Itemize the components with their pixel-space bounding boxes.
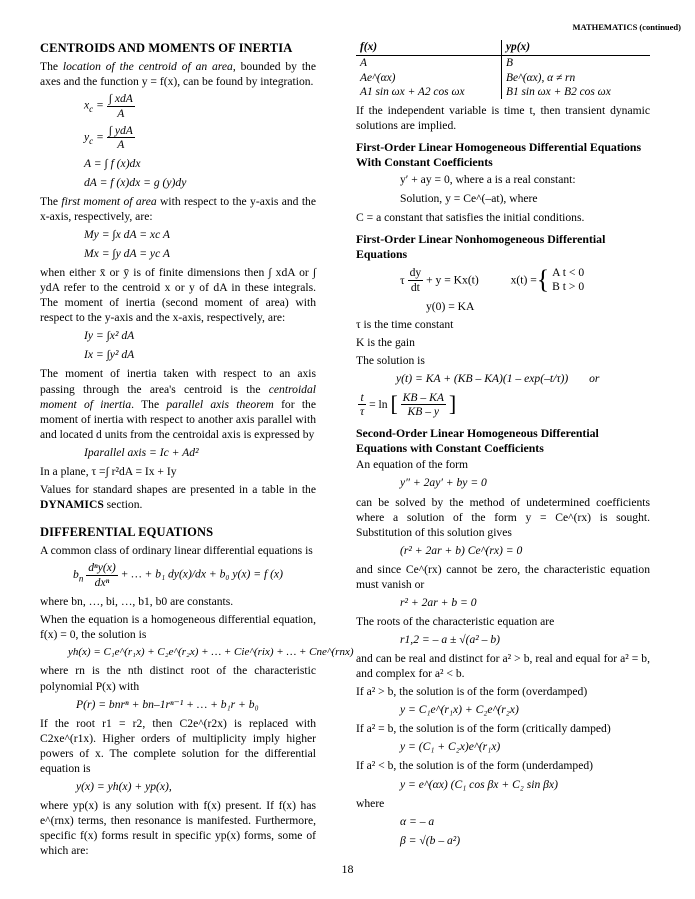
so-solved-text: can be solved by the method of undetermined coefficients where a solution of the form y = Ce^(rx) is sought. Substitution of this solution gives: [356, 495, 650, 539]
centroid-intro: The location of the centroid of an area, bounded by the axes and the function y = f(x), can be found by integration.: [40, 60, 316, 89]
so-case2-equation: y = (C₁ + C₂x)e^(r₁x): [400, 740, 501, 754]
solution-is-text: The solution is: [356, 354, 425, 368]
ix-equation: Ix = ∫y² dA: [84, 348, 135, 362]
when-either-text: when either x̄ or ȳ is of finite dimensions then ∫ xdA or ∫ ydA refer to the centroid x or y of dA in these integrals. The moment of inertia (second moment of area) with respect to the y-axis and the x-axis, respectively, are:: [40, 266, 316, 325]
fo-equation-1: y′ + ay = 0, where a is a real constant:: [400, 172, 576, 186]
table-header-yp: yp(x): [502, 40, 651, 56]
homog-text: When the equation is a homogeneous differential equation, f(x) = 0, the solution is: [40, 613, 316, 642]
where-yp-text: where yp(x) is any solution with f(x) present. If f(x) has e^(rnx) terms, then resonance is manifested. Furthermore, specific f(x) forms result in specific yp(x) forms, some of which are:: [40, 798, 316, 858]
table-header-row: [356, 40, 650, 56]
so-roots-text: The roots of the characteristic equation are: [356, 614, 555, 628]
so-case1-text: If a² > b, the solution is of the form (overdamped): [356, 685, 588, 699]
root-multiplicity-text: If the root r1 = r2, then C2e^(r2x) is replaced with C2xe^(r1x). Higher orders of multiplicity imply higher powers of x. The complete solution for the differential equation is: [40, 716, 316, 775]
tau-text: τ is the time constant: [356, 318, 454, 332]
table-header-fx: f(x): [356, 40, 502, 56]
table-row: A B: [356, 56, 650, 71]
yc-equation: $y_c$ = $\frac{\text{∫ ydA}}{A}$: [84, 124, 133, 152]
complete-solution-equation: y(x) = yh(x) + yp(x),: [76, 779, 172, 793]
diffeq-intro: A common class of ordinary linear differential equations is: [40, 544, 313, 558]
gain-text: K is the gain: [356, 336, 415, 350]
first-moment-text: The first moment of area with respect to the y-axis and the x-axis, respectively, are:: [40, 194, 316, 223]
second-order-heading: Second-Order Linear Homogeneous Differential Equations with Constant Coefficients: [356, 425, 599, 455]
so-since-text: and since Ce^(rx) cannot be zero, the characteristic equation must vanish or: [356, 562, 650, 591]
parallel-axis-text: The moment of inertia taken with respect to an axis passing through the area's centroid is the centroidal moment of inertia. The parallel axis theorem for the moment of inertia with respect to another axis parallel with and located d units from the centroidal axis is expressed by: [40, 367, 316, 441]
so-case3-equation: y = e^(αx) (C₁ cos βx + C₂ sin βx): [400, 777, 558, 791]
where-b-text: where bn, …, bi, …, b1, b0 are constants.: [40, 594, 234, 608]
so-sub-equation: (r² + 2ar + b) Ce^(rx) = 0: [400, 543, 523, 557]
fo-equation-2: Solution, y = Ce^(–at), where: [400, 191, 538, 205]
alpha-equation: α = – a: [400, 814, 435, 828]
general-diffeq-equation: $b_n$ $\frac{\text{dⁿy(x)}}{\text{dxⁿ}}$ + … + b₁ dy(x)/dx + b₀ y(x) = f (x): [73, 561, 283, 589]
diffeq-heading: DIFFERENTIAL EQUATIONS: [40, 525, 214, 539]
px-equation: P(r) = bnrⁿ + bn–1rⁿ⁻¹ + … + b₁r + b₀: [76, 697, 259, 711]
table-row: A1 sin ωx + A2 cos ωx B1 sin ωx + B2 cos ωx: [356, 85, 650, 99]
ln-equation: $\frac{t}{\tau}$ = ln [ $\frac{KB - KA}{KB - y}$ ]: [360, 390, 457, 419]
fo-constant-text: C = a constant that satisfies the initial conditions.: [356, 210, 585, 224]
plane-equation: In a plane, τ =∫ r²dA = Ix + Iy: [40, 464, 177, 478]
forms-table: [356, 40, 650, 99]
iy-equation: Iy = ∫x² dA: [84, 329, 135, 343]
yh-equation: yh(x) = C₁e^(r₁x) + C₂e^(r₂x) + … + Cie^(rix) + … + Cne^(rnx): [68, 646, 354, 659]
my-equation: My = ∫x dA = xc A: [84, 227, 170, 241]
right-column: [356, 40, 650, 852]
values-text: Values for standard shapes are presented in a table in the DYNAMICS section.: [40, 482, 316, 511]
so-case1-equation: y = C₁e^(r₁x) + C₂e^(r₂x): [400, 703, 519, 717]
where-rn-text: where rn is the nth distinct root of the characteristic polynomial P(x) with: [40, 664, 316, 693]
y0-equation: y(0) = KA: [426, 300, 475, 314]
page-number: 18: [341, 862, 354, 876]
so-where-text: where: [356, 796, 385, 810]
so-roots-equation: r1,2 = – a ± √(a² – b): [400, 633, 501, 647]
so-real-text: and can be real and distinct for a² > b, real and equal for a² = b, and complex for a² < b.: [356, 652, 650, 681]
so-case2-text: If a² = b, the solution is of the form (critically damped): [356, 722, 611, 736]
so-case3-text: If a² < b, the solution is of the form (underdamped): [356, 759, 593, 773]
area-equation: A = ∫ f (x)dx: [84, 156, 141, 170]
nonhomog-equation: τ $\frac{dy}{dt}$ + y = Kx(t) x(t) ={ A t < 0 B t > 0: [400, 265, 585, 295]
running-header: MATHEMATICS (continued): [572, 22, 681, 32]
nonhomog-solution-equation: y(t) = KA + (KB – KA)(1 – exp(–t/τ)) or: [396, 372, 600, 386]
xc-equation: $x_c$ = $\frac{\text{∫ xdA}}{A}$: [84, 92, 133, 120]
beta-equation: β = √(b – a²): [400, 833, 461, 847]
table-row: Ae^(αx) Be^(αx), α ≠ rn: [356, 71, 650, 85]
first-order-homog-heading: First-Order Linear Homogeneous Differential Equations With Constant Coefficients: [356, 140, 642, 169]
centroids-heading: CENTROIDS AND MOMENTS OF INERTIA: [40, 41, 293, 55]
first-order-nonhomog-heading: First-Order Linear Nonhomogeneous Differential Equations: [356, 231, 606, 261]
so-char-equation: r² + 2ar + b = 0: [400, 595, 477, 609]
left-column: [40, 40, 354, 861]
iparallel-equation: Iparallel axis = Ic + Ad²: [84, 445, 199, 459]
mx-equation: Mx = ∫y dA = yc A: [84, 247, 170, 260]
so-equation: y″ + 2ay′ + by = 0: [400, 476, 487, 490]
so-example-text: An equation of the form: [356, 458, 469, 472]
transient-text: If the independent variable is time t, then transient dynamic solutions are implied.: [356, 104, 650, 133]
da-equation: dA = f (x)dx = g (y)dy: [84, 175, 187, 189]
